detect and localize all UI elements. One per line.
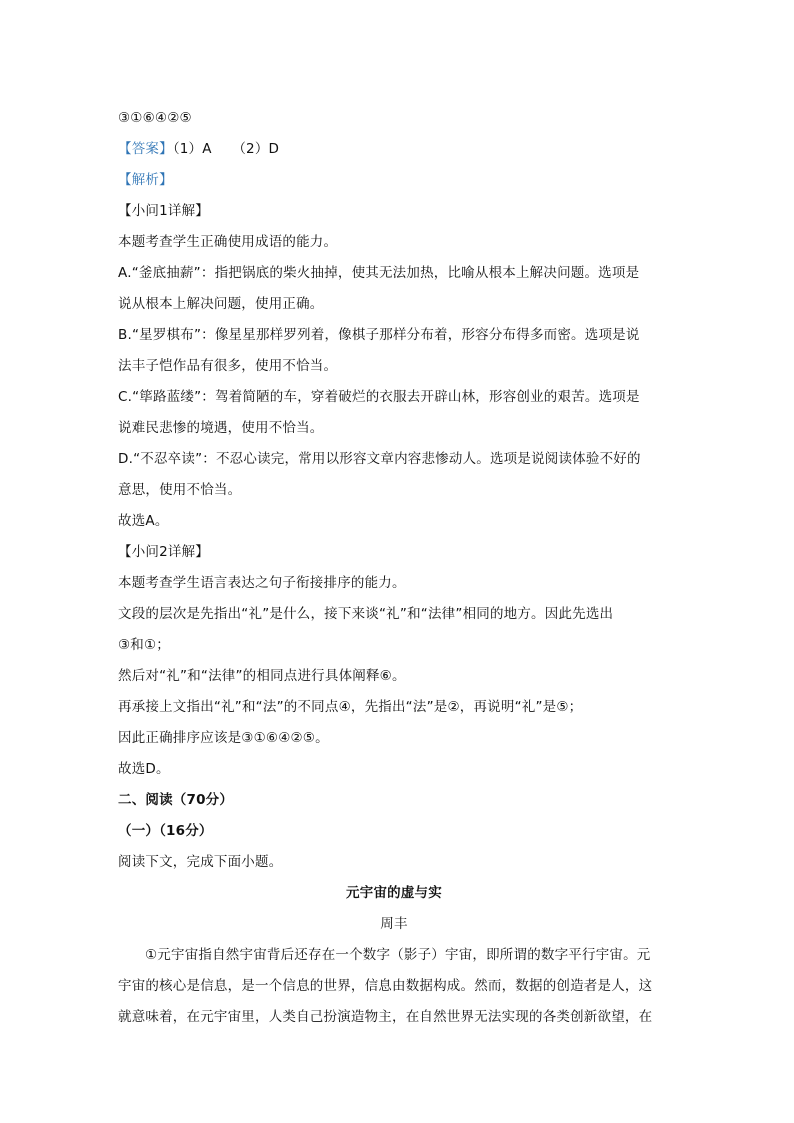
text-line: 然后对“礼”和“法律”的相同点进行具体阐释⑥。 — [118, 668, 406, 684]
text-line: 本题考查学生正确使用成语的能力。 — [118, 234, 338, 250]
text-line: 说从根本上解决问题，使用正确。 — [118, 296, 324, 312]
q2-header: 【小问2详解】 — [118, 544, 209, 560]
text-line: 本题考查学生语言表达之句子衔接排序的能力。 — [118, 575, 406, 591]
text-line: 意思，使用不恰当。 — [118, 482, 242, 498]
analysis-label: 【解析】 — [118, 172, 173, 188]
text-line: D.“不忍卒读”：不忍心读完，常用以形容文章内容悲惨动人。选项是说阅读体验不好的 — [118, 451, 641, 467]
sequence-answer: ③①⑥④②⑤ — [118, 110, 192, 126]
text-line: ③和①； — [118, 637, 171, 653]
text-line: 再承接上文指出“礼”和“法”的不同点④，先指出“法”是②，再说明“礼”是⑤； — [118, 699, 583, 715]
text-line: C.“筚路蓝缕”：驾着简陋的车，穿着破烂的衣服去开辟山林，形容创业的艰苦。选项是 — [118, 389, 640, 405]
article-author: 周丰 — [380, 916, 408, 932]
text-line: 说难民悲惨的境遇，使用不恰当。 — [118, 420, 324, 436]
text-line: 法丰子恺作品有很多，使用不恰当。 — [118, 358, 338, 374]
paragraph-line: 宇宙的核心是信息，是一个信息的世界，信息由数据构成。然而，数据的创造者是人，这 — [118, 978, 653, 994]
article-title: 元宇宙的虚与实 — [346, 885, 442, 901]
paragraph-line: 就意味着，在元宇宙里，人类自己扮演造物主，在自然世界无法实现的各类创新欲望，在 — [118, 1009, 653, 1025]
answer-text: （1）A （2）D — [172, 141, 280, 157]
answer-label: 【答案】 — [118, 141, 173, 157]
text-line: 故选A。 — [118, 513, 169, 529]
q1-header: 【小问1详解】 — [118, 203, 209, 219]
paragraph-line: ①元宇宙指自然宇宙背后还存在一个数字（影子）宇宙，即所谓的数字平行宇宙。元 — [145, 947, 651, 963]
document-page — [118, 103, 670, 1033]
text-line: 因此正确排序应该是③①⑥④②⑤。 — [118, 730, 329, 746]
instruction: 阅读下文，完成下面小题。 — [118, 854, 283, 870]
answer-line — [118, 134, 670, 165]
subsection-heading: （一）（16分） — [118, 823, 213, 839]
text-line: A.“釜底抽薪”：指把锅底的柴火抽掉，使其无法加热，比喻从根本上解决问题。选项是 — [118, 265, 640, 281]
section-heading: 二、阅读（70分） — [118, 792, 234, 808]
text-line: 故选D。 — [118, 761, 170, 777]
text-line: 文段的层次是先指出“礼”是什么，接下来谈“礼”和“法律”相同的地方。因此先选出 — [118, 606, 614, 622]
text-line: B.“星罗棋布”：像星星那样罗列着，像棋子那样分布着，形容分布得多而密。选项是说 — [118, 327, 640, 343]
